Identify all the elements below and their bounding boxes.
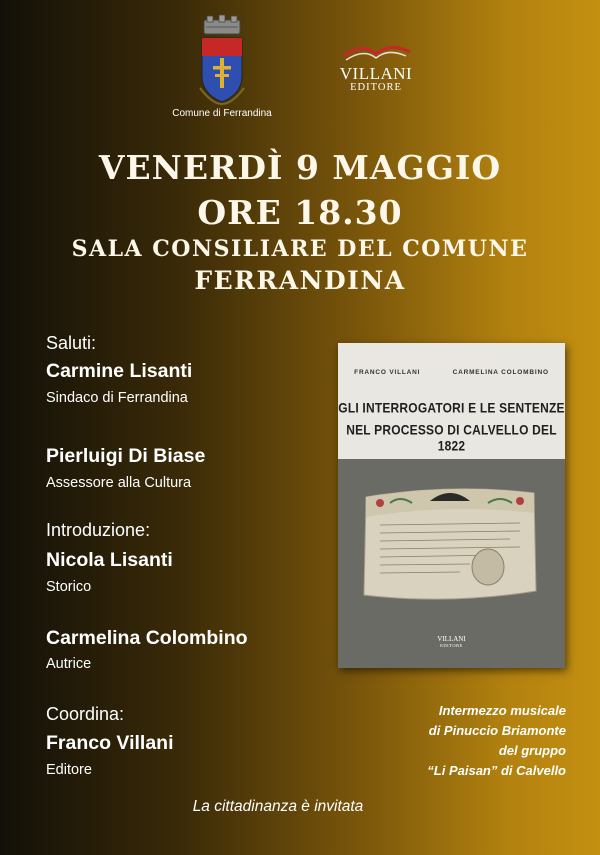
intermezzo-line: del gruppo <box>498 743 566 758</box>
book-authors <box>338 369 565 376</box>
event-time: ORE 18.30 <box>197 193 403 232</box>
book-cover <box>338 343 565 668</box>
speaker-name: Franco Villani <box>46 732 174 754</box>
speaker-name: Pierluigi Di Biase <box>46 445 206 467</box>
coordina-label: Coordina: <box>46 704 125 724</box>
intermezzo-line: Intermezzo musicale <box>438 703 566 718</box>
historic-document-icon <box>360 479 540 609</box>
comune-crest-icon <box>196 14 248 106</box>
speaker-role: Editore <box>46 762 92 778</box>
intermezzo-line: di Pinuccio Briamonte <box>428 723 566 738</box>
publisher-logo-name: VILLANI <box>339 64 413 83</box>
book-publisher: VILLANI <box>437 635 466 643</box>
introduzione-label: Introduzione: <box>46 520 151 540</box>
comune-label: Comune di Ferrandina <box>172 108 272 119</box>
speaker-name: Nicola Lisanti <box>46 549 173 571</box>
speaker-name: Carmelina Colombino <box>46 627 248 649</box>
book-cover-image-area <box>338 459 565 668</box>
speaker-name: Carmine Lisanti <box>46 360 193 382</box>
speaker-role: Storico <box>46 579 92 595</box>
book-author: CARMELINA COLOMBINO <box>452 369 549 376</box>
intermezzo-line: “Li Paisan” di Calvello <box>427 763 566 778</box>
speaker-role: Sindaco di Ferrandina <box>46 390 188 406</box>
book-publisher-sub: EDITORE <box>440 643 463 648</box>
event-place: SALA CONSILIARE DEL COMUNE <box>71 236 529 262</box>
book-author: FRANCO VILLANI <box>354 369 421 376</box>
speaker-role: Autrice <box>46 656 92 672</box>
invitation-text: La cittadinanza è invitata <box>192 798 364 815</box>
speaker-role: Assessore alla Cultura <box>46 475 192 491</box>
event-date: VENERDÌ 9 MAGGIO <box>98 148 502 187</box>
event-city: FERRANDINA <box>194 266 406 295</box>
publisher-logo-sub: EDITORE <box>350 82 402 93</box>
book-title-line: GLI INTERROGATORI E LE SENTENZE <box>338 399 565 417</box>
saluti-label: Saluti: <box>46 333 97 353</box>
book-title-line: NEL PROCESSO DI CALVELLO DEL 1822 <box>346 421 557 455</box>
